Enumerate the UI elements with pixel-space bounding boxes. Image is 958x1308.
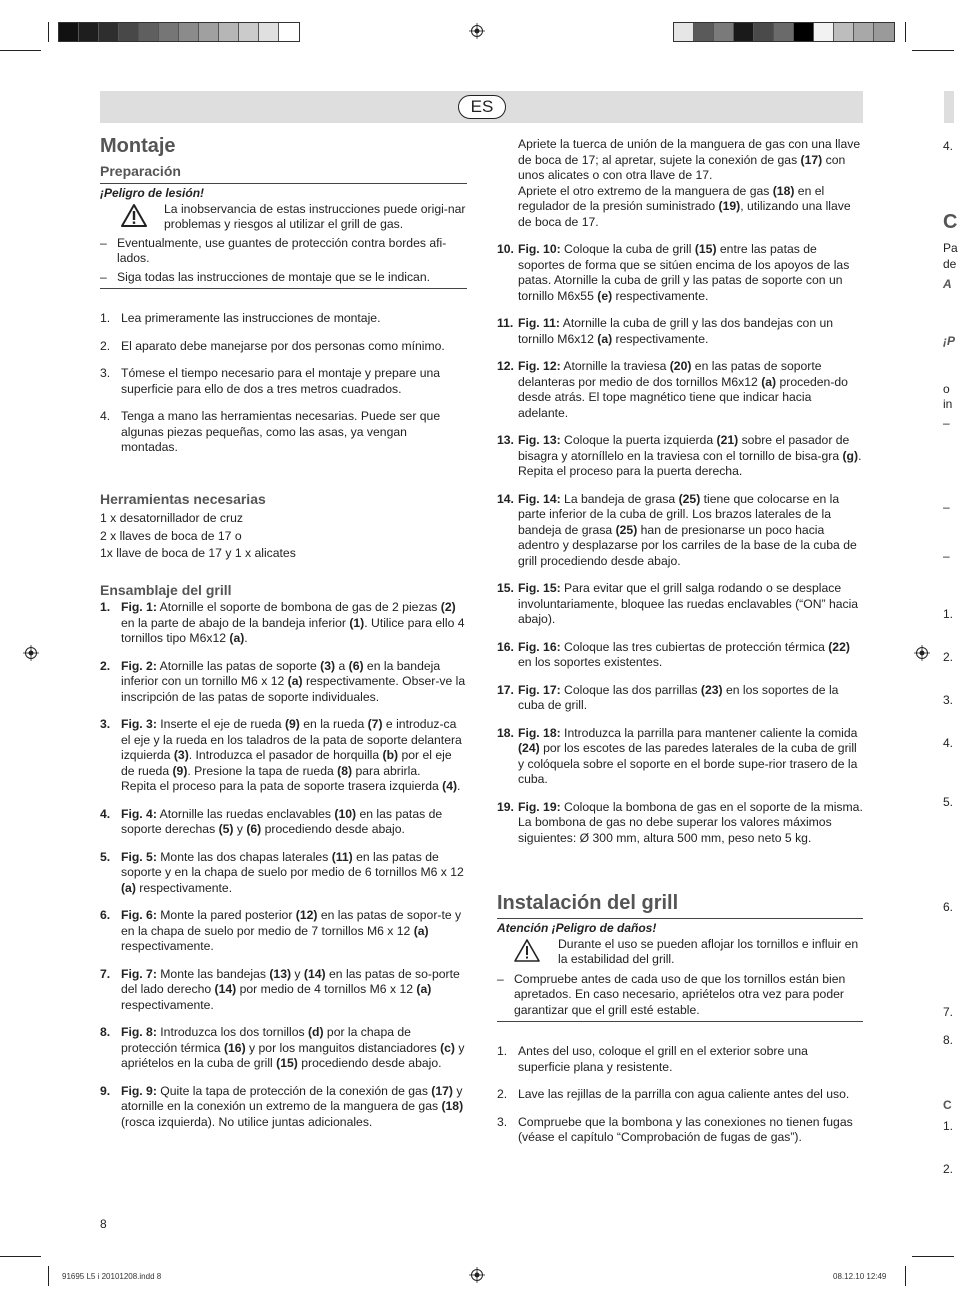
edge-fragment: – [943,500,950,514]
color-swatch [774,23,794,41]
prep-steps [100,311,467,456]
color-control-strip-right [673,22,895,42]
list-item: 17. Fig. 17: Coloque las dos parrillas (23) en los soportes de la cuba de grill. [497,682,839,712]
list-item: – Siga todas las instrucciones de montaje que se le indican. [100,270,467,286]
color-swatch [814,23,834,41]
edge-fragment: o [943,382,950,396]
edge-fragment: in [943,397,953,411]
color-swatch [734,23,754,41]
crop-mark [912,50,954,51]
assembly-steps [100,600,467,1130]
color-swatch [179,23,199,41]
list-item: – Compruebe antes de cada uso de que los tornillos están bien apretados. En caso necesario, apriételos otra vez para poder garantizar que el grill esté estable. [497,972,863,1019]
list-item: 19. Fig. 19: Coloque la bombona de gas en el soporte de la misma. La bombona de gas no debe superar los valores máximos siguientes: Ø 300 mm, altura 500 mm, peso neto 5 kg. [497,799,863,845]
edge-fragment: 6. [943,900,954,914]
install-steps [497,1044,863,1146]
list-item: 6. Fig. 6: Monte la pared posterior (12) en las patas de sopor-te y en la chapa de suelo por medio de 7 tornillos M6 x 12 (a) respectivamente. [100,908,462,953]
left-column [100,134,467,1130]
crop-mark [48,22,49,42]
edge-fragment: de [943,257,957,271]
assembly-steps-cont [497,242,863,846]
next-page-band [944,91,954,123]
edge-fragment: A [943,277,952,291]
crop-mark [905,22,906,42]
crop-mark [905,1266,906,1286]
registration-mark-icon [469,23,485,39]
page-number: 8 [100,1217,107,1231]
crop-mark [48,1266,49,1286]
warning-box [100,183,467,289]
edge-fragment: 1. [943,607,954,621]
crop-mark [0,1256,41,1257]
warning-row [497,937,863,968]
color-swatch [874,23,894,41]
color-swatch [854,23,874,41]
edge-fragment: 2. [943,650,954,664]
edge-fragment: C [943,211,958,233]
edge-fragment: 8. [943,1033,954,1047]
list-item: 3. Tómese el tiempo necesario para el montaje y prepare una superficie para ello de dos a tres metros cuadrados. [100,366,441,396]
color-swatch [674,23,694,41]
color-swatch [694,23,714,41]
dash-text: Eventualmente, use guantes de protección contra bordes afi-lados. [117,235,447,265]
list-item: 2. Lave las rejillas de la parrilla con agua caliente antes del uso. [497,1087,850,1101]
right-column [497,137,863,1146]
color-swatch [259,23,279,41]
warning-box [497,918,863,1022]
color-swatch [99,23,119,41]
color-swatch [794,23,814,41]
color-swatch [139,23,159,41]
list-item: 11. Fig. 11: Atornille la cuba de grill y las dos bandejas con un tornillo M6x12 (a) respectivamente. [497,316,834,346]
warning-row [100,202,467,233]
color-swatch [714,23,734,41]
warning-triangle-icon [497,937,558,968]
tool-line: 2 x llaves de boca de 17 o [100,529,242,543]
list-item: 3. Compruebe que la bombona y las conexiones no tienen fugas (véase el capítulo “Comprobación de fugas de gas”). [497,1114,853,1144]
edge-fragment: Pa [943,241,958,255]
dash-text: Siga todas las instrucciones de montaje que se le indican. [117,269,431,284]
crop-mark [912,1256,954,1257]
color-swatch [59,23,79,41]
list-item: – Eventualmente, use guantes de protección contra bordes afi-lados. [100,236,467,267]
list-item: 7. Fig. 7: Monte las bandejas (13) y (14) en las patas de so-porte del lado derecho (14) por medio de 4 tornillos M6 x 12 (a) respectivamente. [100,966,460,1012]
edge-fragment: – [943,549,950,563]
edge-fragment: 7. [943,1005,954,1019]
list-item: 8. Fig. 8: Introduzca los dos tornillos (d) por la chapa de protección térmica (16) y por los manguitos distanciadores (c) y apriételos en la cuba de grill (15) procediendo desde abajo. [100,1025,465,1070]
dash-text: Compruebe antes de cada uso de que los tornillos están bien apretados. En caso necesario, apriételos otra vez para poder garantizar que el grill esté estable. [514,971,846,1017]
edge-fragment: 4. [943,139,954,153]
color-swatch [79,23,99,41]
subsection-title: Herramientas necesarias [100,490,266,507]
color-swatch [199,23,219,41]
color-control-strip-left [58,22,300,42]
list-item: 18. Fig. 18: Introduzca la parrilla para mantener caliente la comida (24) por los escotes de las paredes laterales de la cuba de grill y colóquela sobre el soporte en el borde supe-rior trasero de la cuba. [497,725,858,786]
list-item: 15. Fig. 15: Para evitar que el grill salga rodando o se desplace involuntariamente, bloquee las ruedas enclavables (“ON” hacia abajo). [497,581,859,626]
list-item: 5. Fig. 5: Monte las dos chapas laterales (11) en las patas de soporte y en la chapa de suelo por medio de 6 tornillos M6 x 12 (a) respectivamente. [100,849,464,895]
crop-mark [0,50,41,51]
date-slug: 08.12.10 12:49 [833,1272,887,1281]
section-title: Instalación del grill [497,892,679,914]
list-item: 10. Fig. 10: Coloque la cuba de grill (15) entre las patas de soportes de forma que se sitúen encima de los apoyos de las patas. Atornille la cuba de grill y las patas de soporte con un tornillo M6x55 (e) respectivamente. [497,242,850,303]
list-item: 1. Lea primeramente las instrucciones de montaje. [100,311,381,325]
color-swatch [159,23,179,41]
warning-title: Atención ¡Peligro de daños! [497,921,657,935]
section-title: Montaje [100,135,176,157]
edge-fragment: 3. [943,693,954,707]
edge-fragment: C [943,1098,952,1112]
tool-line: 1 x desatornillador de cruz [100,510,243,525]
color-swatch [119,23,139,41]
registration-mark-icon [469,1267,485,1283]
edge-fragment: – [943,416,950,430]
list-item: 2. El aparato debe manejarse por dos personas como mínimo. [100,338,445,353]
list-item: 4. Fig. 4: Atornille las ruedas enclavables (10) en las patas de soporte derechas (5) y (6) procediendo desde abajo. [100,806,443,836]
subsection-title: Preparación [100,163,181,179]
registration-mark-icon [23,645,39,661]
warning-text: La inobservancia de estas instrucciones puede origi-nar problemas y riesgos al utilizar el grill de gas. [164,201,466,231]
color-swatch [239,23,259,41]
file-slug: 91695 L5 i 20101208.indd 8 [62,1272,162,1281]
warning-title: ¡Peligro de lesión! [100,186,205,200]
edge-fragment: ¡P [943,334,955,348]
color-swatch [219,23,239,41]
registration-mark-icon [914,645,930,661]
color-swatch [834,23,854,41]
list-item: 1. Fig. 1: Atornille el soporte de bombona de gas de 2 piezas (2) en la parte de abajo de la bandeja inferior (1). Utilice para ello 4 tornillos tipo M6x12 (a). [100,600,465,645]
list-item: 4. Tenga a mano las herramientas necesarias. Puede ser que algunas piezas pequeñas, como las asas, ya vengan montadas. [100,409,441,454]
color-swatch [279,23,299,41]
continued-step: Apriete la tuerca de unión de la manguera de gas con una llave de boca de 17; al apretar, sujete la conexión de gas (17) con unos alicates o con otra llave de 17. Apriete el otro extremo de la manguera de gas (18) en el regulador de la presión suministrado (19), utilizando una llave de boca de 17. [518,137,861,229]
list-item: 1. Antes del uso, coloque el grill en el exterior sobre una superficie plana y resistente. [497,1044,808,1074]
list-item: 16. Fig. 16: Coloque las tres cubiertas de protección térmica (22) en los soportes existentes. [497,639,850,669]
language-badge: ES [458,95,506,119]
edge-fragment: 2. [943,1162,954,1176]
list-item: 3. Fig. 3: Inserte el eje de rueda (9) en la rueda (7) e introduz-ca el eje y la rueda en los taladros de la pata de soporte delantera izquierda (3). Introduzca el pasador de horquilla (b) por el eje de rueda (9). Presione la tapa de rueda (8) para abrirla. Repita el proceso para la pata de soporte trasera izquierda (4). [100,717,462,793]
warning-triangle-icon [100,202,164,233]
edge-fragment: 1. [943,1119,954,1133]
tool-line: 1x llave de boca de 17 y 1 x alicates [100,545,296,560]
list-item: 13. Fig. 13: Coloque la puerta izquierda (21) sobre el pasador de bisagra y atorníllelo en la traviesa con el tornillo de bisa-gra (g). Repita el proceso para la puerta derecha. [497,433,862,478]
list-item: 14. Fig. 14: La bandeja de grasa (25) tiene que colocarse en la parte inferior de la cuba de grill. Los brazos laterales de la bandeja de grasa (25) han de presionarse un poco hacia adentro y desplazarse por los carriles de la base de la cuba de grill procediendo desde abajo. [497,491,857,568]
list-item: 12. Fig. 12: Atornille la traviesa (20) en las patas de soporte delanteras por medio de dos tornillos M6x12 (a) proceden-do desde atrás. El tope magnético tiene que indicar hacia adelante. [497,359,848,420]
list-item: 9. Fig. 9: Quite la tapa de protección de la conexión de gas (17) y atornille en la conexión un extremo de la manguera de gas (18) (rosca izquierda). No utilice juntas adicionales. [100,1083,464,1129]
edge-fragment: 4. [943,736,954,750]
list-item: 2. Fig. 2: Atornille las patas de soporte (3) a (6) en la bandeja inferior con un tornillo M6 x 12 (a) respectivamente. Obser-ve la inscripción de las patas de soporte individuales. [100,658,466,704]
subsection-title: Ensamblaje del grill [100,582,232,598]
color-swatch [754,23,774,41]
warning-text: Durante el uso se pueden aflojar los tornillos e influir en la estabilidad del grill. [558,936,859,966]
edge-fragment: 5. [943,795,954,809]
